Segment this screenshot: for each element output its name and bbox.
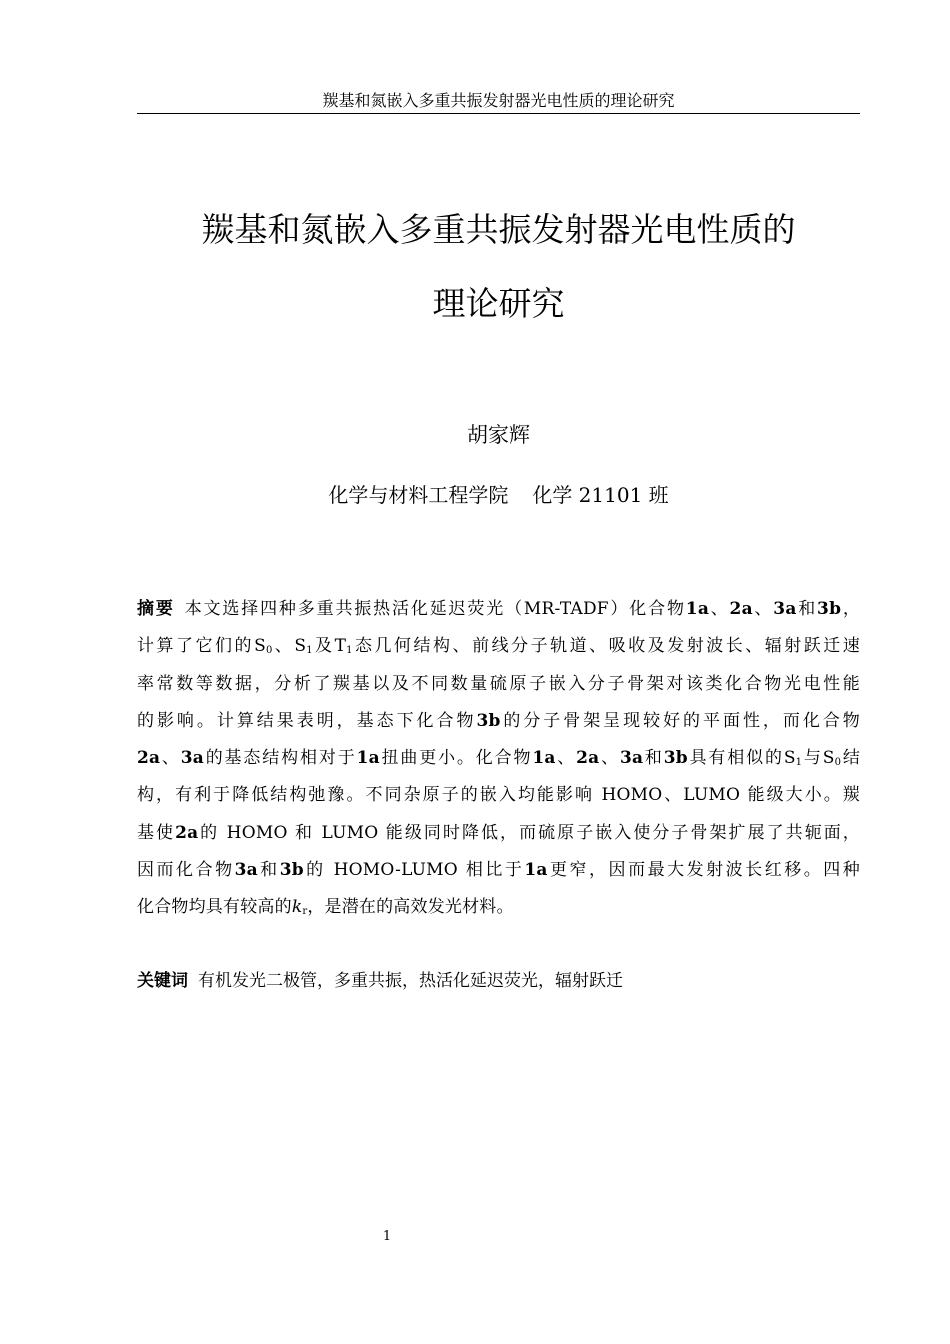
compound-ref: 2a (175, 822, 199, 843)
rate-symbol: k (291, 897, 303, 918)
compound-ref: 3a (619, 748, 644, 769)
abstract-text: 、 (160, 748, 181, 769)
abstract-text: 率常数等数据，分析了羰基以及不同数量硫原子嵌入分子骨架对该类化合物光电性能 (137, 673, 860, 694)
affiliation-class: 化学 21101 班 (532, 483, 669, 507)
state-subscript: 1 (306, 645, 313, 657)
abstract-text: 态几何结构、前线分子轨道、吸收及发射波长、辐射跃迁速 (352, 636, 861, 657)
state-symbol: S (822, 748, 835, 769)
compound-ref: 3b (817, 599, 842, 619)
abstract-line (137, 669, 860, 706)
compound-ref: 1a (685, 599, 710, 619)
abstract-text: 更窄，因而最大发射波长红移。四种 (547, 860, 861, 881)
abstract-text: 计算了它们的 (137, 636, 255, 657)
state-symbol: S (783, 748, 796, 769)
compound-ref: 1a (524, 860, 548, 881)
abstract-line (137, 855, 860, 892)
abstract-line (137, 594, 860, 631)
state-symbol: T (334, 636, 347, 657)
abstract-text: 结 (841, 748, 861, 769)
abstract-text: 基使 (137, 822, 176, 843)
abstract-line (137, 706, 860, 743)
abstract-label: 摘要 (137, 599, 175, 619)
abstract (137, 594, 860, 930)
abstract-line (137, 892, 860, 929)
compound-ref: 2a (576, 748, 600, 769)
abstract-text: 的 HOMO-LUMO 相比于 (303, 860, 525, 881)
state-subscript: 0 (834, 757, 842, 769)
page-number: 1 (382, 1229, 392, 1244)
compound-ref: 1a (356, 748, 380, 769)
abstract-line (137, 818, 860, 855)
abstract-text: 、 (752, 599, 774, 619)
abstract-text: 具有相似的 (687, 748, 784, 769)
compound-ref: 2a (729, 599, 753, 619)
abstract-text: 、 (599, 748, 620, 769)
compound-ref: 3a (234, 860, 258, 881)
abstract-text: 扭曲更小。化合物 (379, 748, 533, 769)
abstract-text: 构，有利于降低结构弛豫。不同杂原子的嵌入均能影响 HOMO、LUMO 能级大小。羰 (137, 785, 860, 806)
compound-ref: 2a (137, 748, 161, 769)
abstract-text: 的基态结构相对于 (204, 748, 357, 769)
title-line-1: 羰基和氮嵌入多重共振发射器光电性质的 (201, 210, 796, 249)
header-rule (137, 113, 860, 114)
state-subscript: 1 (346, 645, 353, 657)
compound-ref: 3b (279, 860, 304, 881)
abstract-text: 和 (257, 860, 280, 881)
compound-ref: 1a (532, 748, 556, 769)
keywords-text: 有机发光二极管，多重共振，热活化延迟荧光，辐射跃迁 (198, 971, 623, 991)
compound-ref: 3b (663, 748, 688, 769)
abstract-text: 的影响。计算结果表明，基态下化合物 (137, 710, 477, 731)
compound-ref: 3a (180, 748, 205, 769)
abstract-text: 及 (312, 636, 335, 657)
affiliation-school: 化学与材料工程学院 (328, 483, 509, 507)
abstract-line (137, 743, 860, 780)
keywords (137, 966, 860, 996)
abstract-text: 、 (555, 748, 577, 769)
abstract-line (137, 631, 860, 668)
state-symbol: S (254, 636, 266, 657)
title-line-2: 理论研究 (432, 284, 565, 323)
abstract-text: ， (841, 599, 861, 619)
abstract-text: 、 (709, 599, 730, 619)
abstract-text: 化合物均具有较高的 (137, 897, 292, 918)
abstract-text: 本文选择四种多重共振热活化延迟荧光（MR-TADF）化合物 (184, 599, 686, 619)
abstract-text: ，是潜在的高效发光材料。 (307, 897, 514, 918)
rate-subscript: r (302, 906, 308, 918)
abstract-text: 与 (802, 748, 823, 769)
abstract-text: 、 (272, 636, 295, 657)
abstract-text: 的分子骨架呈现较好的平面性，而化合物 (500, 710, 860, 731)
state-symbol: S (294, 636, 307, 657)
compound-ref: 3a (773, 599, 797, 619)
abstract-text: 和 (643, 748, 664, 769)
affiliation (137, 481, 860, 509)
running-header: 羰基和氮嵌入多重共振发射器光电性质的理论研究 (322, 91, 675, 110)
abstract-text: 和 (796, 599, 818, 619)
abstract-line (137, 780, 860, 817)
state-subscript: 1 (795, 757, 803, 769)
abstract-text: 因而化合物 (137, 860, 235, 881)
compound-ref: 3b (476, 710, 501, 731)
abstract-text: 的 HOMO 和 LUMO 能级同时降低，而硫原子嵌入使分子骨架扩展了共轭面， (198, 822, 860, 843)
author-name: 胡家辉 (467, 423, 530, 447)
state-subscript: 0 (265, 645, 273, 657)
keywords-label: 关键词 (137, 971, 188, 991)
